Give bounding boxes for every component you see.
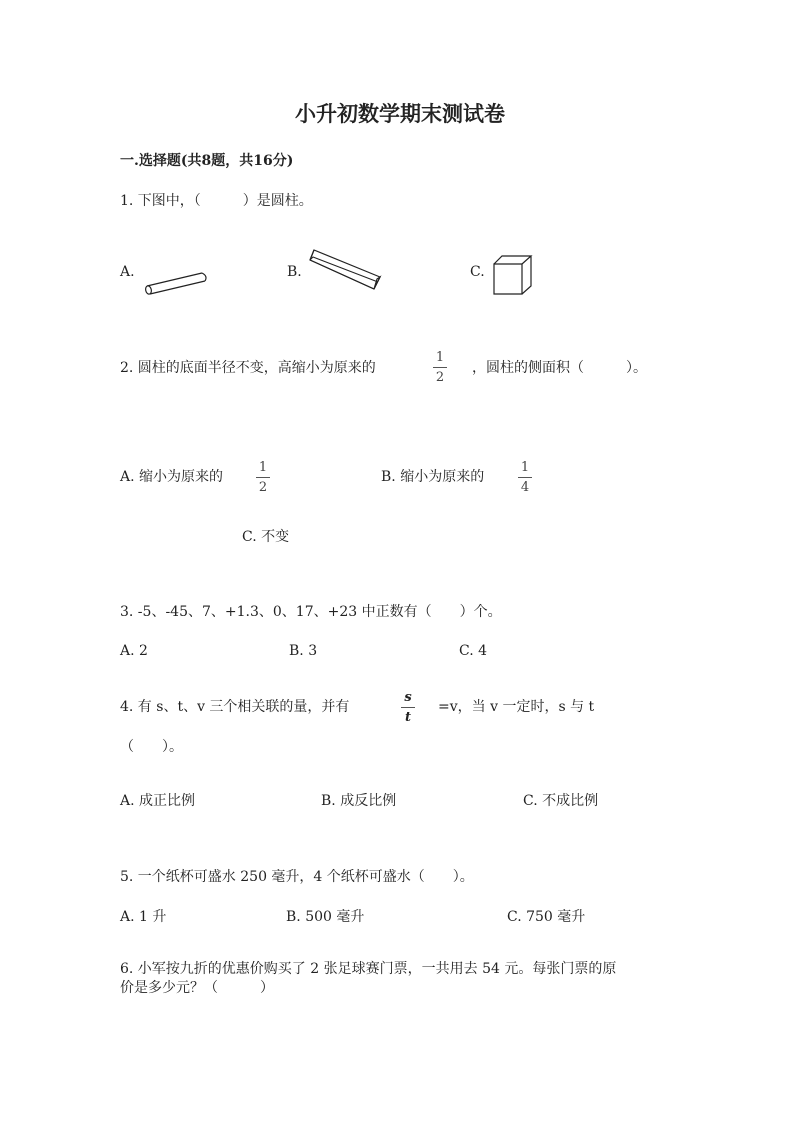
- q4-option-c: C. 不成比例: [523, 793, 599, 809]
- q5-option-c: C. 750 毫升: [507, 909, 586, 925]
- q4-fraction-numerator: s: [404, 690, 412, 705]
- q3-option-a: A. 2: [120, 643, 148, 659]
- q4-fraction-denominator: t: [404, 710, 411, 725]
- q2-opt-b-denominator: 4: [520, 480, 530, 495]
- q2-option-b-fraction: [517, 460, 533, 495]
- q2-fraction-numerator: 1: [435, 350, 445, 365]
- q4-option-b: B. 成反比例: [321, 793, 397, 809]
- q5-option-b: B. 500 毫升: [286, 909, 365, 925]
- triangular-prism-icon: [304, 246, 384, 296]
- cube-icon: [492, 254, 534, 296]
- question-4-line2: （ ）。: [120, 739, 183, 755]
- q1-option-a-label: A.: [120, 264, 135, 280]
- question-1-text: 1. 下图中，（ ）是圆柱。: [120, 193, 313, 209]
- cylinder-icon: [142, 268, 210, 298]
- question-4-prefix: 4. 有 s、t、v 三个相关联的量，并有: [120, 699, 350, 715]
- q2-option-c-text: C. 不变: [242, 529, 290, 545]
- q2-opt-b-numerator: 1: [520, 460, 530, 475]
- q4-option-a: A. 成正比例: [120, 793, 196, 809]
- q2-option-a-fraction: [255, 460, 271, 495]
- q2-fraction-denominator: 2: [435, 370, 445, 385]
- question-6-line2: 价是多少元？（ ）: [120, 980, 274, 996]
- question-6-line1: 6. 小军按九折的优惠价购买了 2 张足球赛门票，一共用去 54 元。每张门票的原: [120, 961, 617, 977]
- question-4-suffix: =v，当 v 一定时，s 与 t: [438, 699, 595, 715]
- q3-option-c: C. 4: [459, 643, 488, 659]
- q4-fraction: [400, 690, 416, 725]
- q1-option-b-label: B.: [287, 264, 302, 280]
- q3-option-b: B. 3: [289, 643, 318, 659]
- q2-fraction: [432, 350, 448, 385]
- section-heading: 一.选择题(共8题，共16分): [120, 153, 294, 169]
- q2-option-b-text: B. 缩小为原来的: [381, 469, 485, 485]
- question-5-text: 5. 一个纸杯可盛水 250 毫升，4 个纸杯可盛水（ ）。: [120, 869, 474, 885]
- question-2-suffix: ，圆柱的侧面积（ ）。: [472, 360, 647, 376]
- q2-option-a-text: A. 缩小为原来的: [120, 469, 224, 485]
- q2-opt-a-numerator: 1: [258, 460, 268, 475]
- page-title: 小升初数学期末测试卷: [295, 101, 505, 126]
- q1-option-c-label: C.: [470, 264, 485, 280]
- q2-opt-a-denominator: 2: [258, 480, 268, 495]
- question-2-prefix: 2. 圆柱的底面半径不变，高缩小为原来的: [120, 360, 376, 376]
- q5-option-a: A. 1 升: [120, 909, 167, 925]
- question-3-text: 3. -5、-45、7、+1.3、0、17、+23 中正数有（ ）个。: [120, 604, 502, 620]
